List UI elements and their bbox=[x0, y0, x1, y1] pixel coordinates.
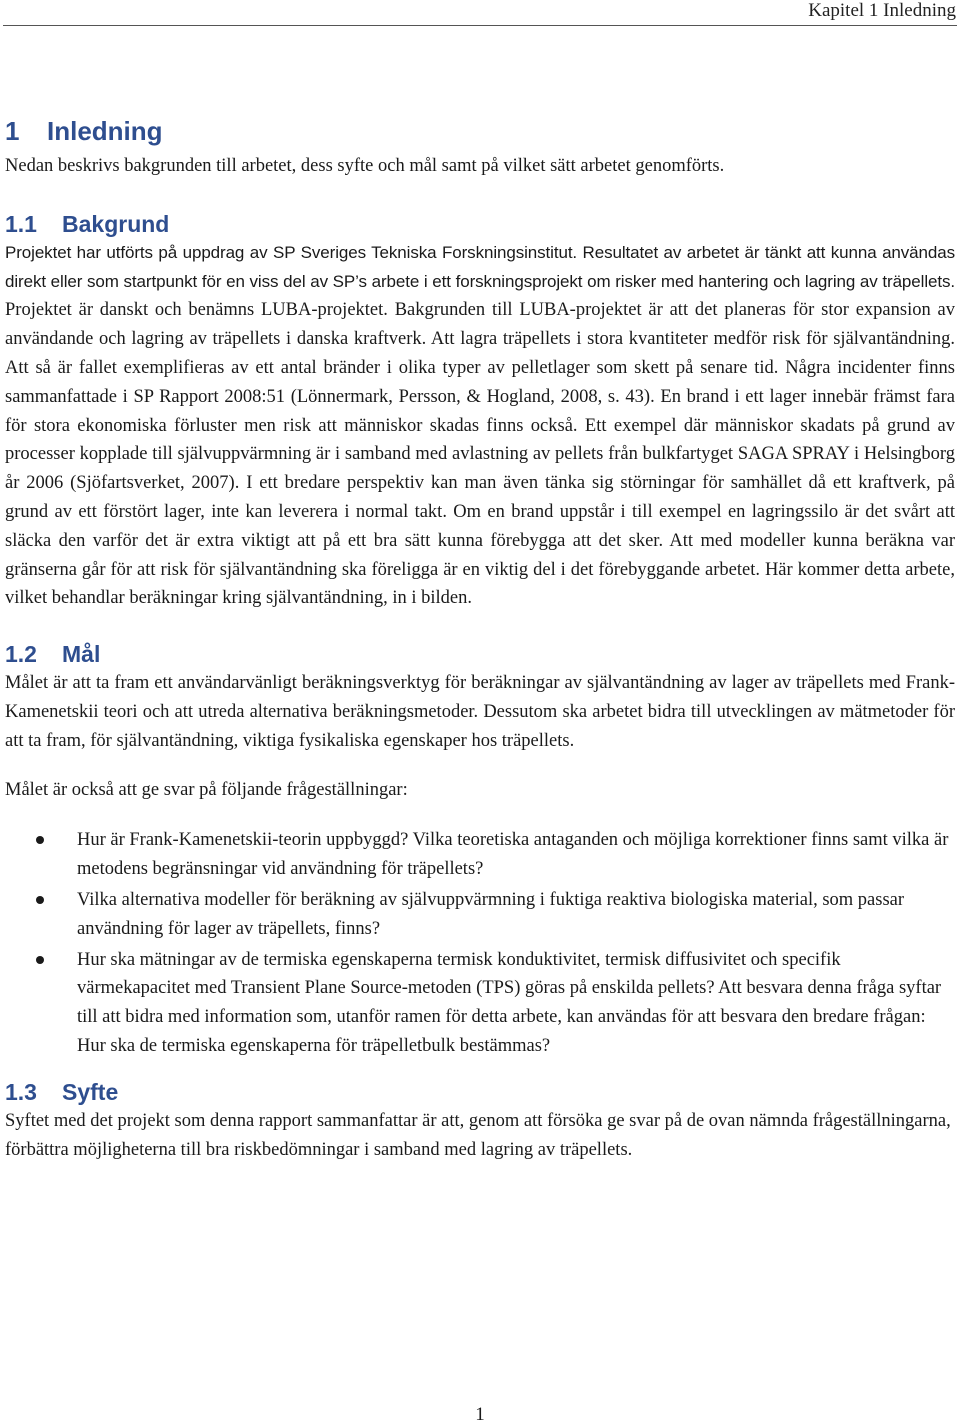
section-title: Mål bbox=[62, 641, 101, 668]
mal-paragraph-1: Målet är att ta fram ett användarvänligt beräkningsverktyg för beräkningar av självantändning av lager av träpellets med Frank-Kamenetskii teori och att utreda alternativa beräkningsmetoder. Dessutom ska arbetet bidra till utvecklingen av mätmetoder för att ta fram, för självantändning, viktiga fysikaliska egenskaper hos träpellets. bbox=[5, 673, 955, 751]
bullet-icon bbox=[36, 956, 44, 964]
chapter-title: Inledning bbox=[47, 116, 163, 146]
section-title: Bakgrund bbox=[62, 210, 170, 237]
syfte-paragraph: Syftet med det projekt som denna rapport sammanfattar är att, genom att försöka ge svar på de ovan nämnda frågeställningarna, förbättra möjligheterna till bra riskbedömningar i samband med lagring av träpellets. bbox=[5, 1110, 951, 1160]
chapter-heading bbox=[5, 114, 955, 148]
section-heading-syfte bbox=[5, 1077, 955, 1107]
list-item-text: Hur ska mätningar av de termiska egenskaperna termisk konduktivitet, termisk diffusivitet och specifik värmekapacitet med Transient Plane Source-metoden (TPS) göras på enskilda pellets? Att besvara denna fråga syftar till att bidra med information som, utanför ramen för detta arbete, kan användas för att besvara den bredare frågan: Hur ska de termiska egenskaperna för träpelletbulk bestämmas? bbox=[77, 949, 942, 1056]
bakgrund-text-sans: Projektet har utförts på uppdrag av SP Sveriges Tekniska Forskningsinstitut. Resultatet av arbetet är tänkt att kunna användas direkt eller som startpunkt för en viss del av SP’s arbete i ett forskningsprojekt om risker med hantering och lagring av träpellets. bbox=[5, 242, 955, 291]
bullet-icon bbox=[36, 896, 44, 904]
list-item bbox=[5, 886, 955, 944]
section-heading-mal bbox=[5, 639, 955, 669]
list-item bbox=[5, 946, 955, 1061]
running-header: Kapitel 1 Inledning bbox=[808, 0, 956, 21]
section-number: 1.3 bbox=[5, 1078, 37, 1105]
bakgrund-text-serif: Projektet är danskt och benämns LUBA-projektet. Bakgrunden till LUBA-projektet är att det planeras för stor expansion av användande och lagring av träpellets i danska kraftverk. Att lagra träpellets i stora kvantiteter medför risk för självantändning. Att så är fallet exemplifieras av ett antal bränder i olika typer av pelletlager som skett på senare tid. Några incidenter finns sammanfattade i SP Rapport 2008:51 (Lönnermark, Persson, & Hogland, 2008, s. 43). En brand i ett lager innebär främst fara för stora ekonomiska förluster men risk att människor skadas finns också. Ett exempel där människor skadats på grund av processer kopplade till självuppvärmning är i samband med avlastning av pellets från bulkfartyget SAGA SPRAY i Helsingborg år 2006 (Sjöfartsverket, 2007). I ett bredare perspektiv kan man även tänka sig störningar för samhället då ett kraftverk, på grund av ett förstört lager, inte kan leverera i normal takt. Om en brand uppstår i till exempel en lagringssilo är det svårt att släcka den varför det är extra viktigt att på ett bra sätt kunna förebygga att det sker. Att med modeller kunna beräkna var gränserna går för att risk för självantändning ska föreligga är en viktig del i det förebyggande arbetet. Här kommer detta arbete, vilket behandlar beräkningar kring självantändning, in i bilden. bbox=[5, 300, 955, 609]
page-content bbox=[5, 114, 955, 1164]
page-number: 1 bbox=[475, 1404, 485, 1422]
section-heading-bakgrund bbox=[5, 209, 955, 239]
mal-paragraph-2: Målet är också att ge svar på följande frågeställningar: bbox=[5, 779, 408, 800]
list-item-text: Vilka alternativa modeller för beräkning av självuppvärmning i fuktiga reaktiva biologiska material, som passar användning för lager av träpellets, finns? bbox=[77, 889, 905, 939]
section-title: Syfte bbox=[62, 1078, 119, 1105]
bakgrund-paragraph bbox=[5, 239, 955, 613]
section-number: 1.2 bbox=[5, 641, 37, 668]
question-list bbox=[5, 826, 955, 1060]
bullet-icon bbox=[36, 836, 44, 844]
chapter-intro: Nedan beskrivs bakgrunden till arbetet, dess syfte och mål samt på vilket sätt arbetet genomförts. bbox=[5, 156, 725, 176]
list-item-text: Hur är Frank-Kamenetskii-teorin uppbyggd? Vilka teoretiska antaganden och möjliga korrektioner finns samt vilka är metodens begränsningar vid användning för träpellets? bbox=[77, 830, 949, 880]
chapter-number: 1 bbox=[5, 116, 20, 146]
header-divider bbox=[3, 25, 957, 26]
list-item bbox=[5, 826, 955, 884]
section-number: 1.1 bbox=[5, 210, 37, 237]
